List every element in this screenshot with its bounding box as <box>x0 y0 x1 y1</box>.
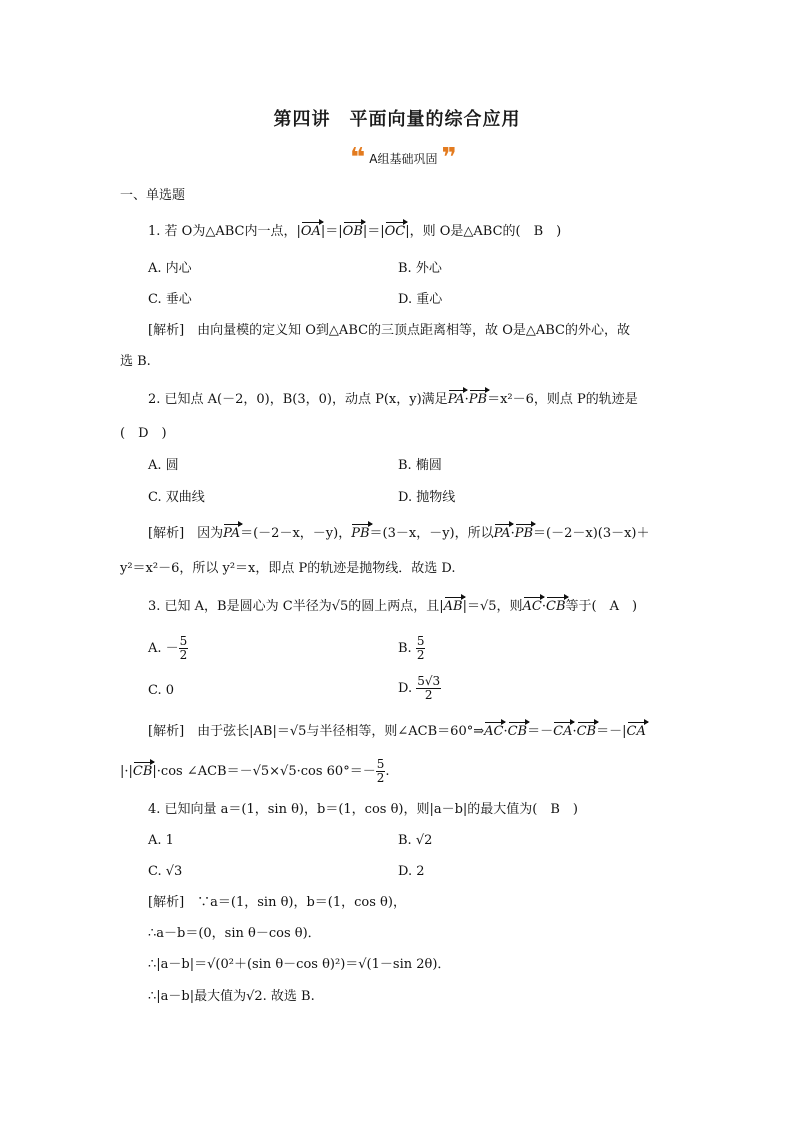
vector-ca: CA <box>553 724 573 739</box>
numerator: 5 <box>376 757 385 771</box>
fraction <box>179 635 189 662</box>
q2-solution-line-2: y²＝x²－6，所以 y²＝x，即点 P的轨迹是抛物线．故选 D. <box>120 561 456 576</box>
vector-ca: CA <box>626 724 646 739</box>
vector-pa: PA <box>223 526 241 541</box>
q3-text-b: |＝√5，则 <box>462 599 523 614</box>
vector-cb: CB <box>132 764 153 779</box>
q4-option-a: A. 1 <box>148 833 174 848</box>
dot-symbol: · <box>510 526 515 541</box>
dot-symbol: · <box>572 724 577 739</box>
q4-solution-line-3: ∴|a－b|＝√(0²＋(sin θ－cos θ)²)＝√(1－sin 2θ)． <box>148 957 451 972</box>
q1-option-c: C. 垂心 <box>148 292 192 307</box>
q2-solution-line-1 <box>148 526 650 542</box>
vector-pb: PB <box>351 526 370 541</box>
q3-solution-line-2 <box>120 758 389 785</box>
q1-solution-line-1: [解析] 由向量模的定义知 O到△ABC的三顶点距离相等，故 O是△ABC的外心，故 <box>148 323 630 338</box>
question-4-stem: 4. 已知向量 a＝(1，sin θ)，b＝(1，cos θ)，则|a－b|的最大值为( B ) <box>148 802 578 817</box>
question-3-stem <box>148 599 637 615</box>
q4-solution-line-2: ∴a－b＝(0，sin θ－cos θ)． <box>148 926 321 941</box>
q2-option-d: D. 抛物线 <box>398 490 456 505</box>
close-quote-icon: ❞ <box>441 143 457 173</box>
q1-solution-line-2: 选 B. <box>120 354 151 369</box>
badge-label: A组基础巩固 <box>369 151 438 166</box>
q2-option-c: C. 双曲线 <box>148 490 205 505</box>
q2-sol-text-a: [解析] 因为 <box>148 526 224 541</box>
q1-text-b: |＝| <box>320 224 343 239</box>
q3-option-a <box>148 635 188 662</box>
vector-ac: AC <box>522 599 542 614</box>
question-2-stem <box>148 392 638 408</box>
q3-option-a-label: A. － <box>148 641 179 656</box>
fraction <box>416 675 441 702</box>
q1-text-c: |＝| <box>362 224 385 239</box>
fraction <box>376 758 386 785</box>
numerator: 5 <box>179 634 188 648</box>
q2-answer: ( D ) <box>120 426 167 441</box>
numerator: 5 <box>416 634 425 648</box>
vector-ob: OB <box>342 224 363 239</box>
section-badge <box>350 143 457 173</box>
q3-option-c: C. 0 <box>148 683 175 698</box>
q2-text-b: ＝x²－6，则点 P的轨迹是 <box>487 392 638 407</box>
q3-sol-text-c: ＝－| <box>596 724 627 739</box>
q3-sol-text-e: |·cos ∠ACB＝－√5×√5·cos 60°＝－ <box>152 764 376 779</box>
q4-solution-line-4: ∴|a－b|最大值为√2. 故选 B. <box>148 989 315 1004</box>
q1-text-a: 1. 若 O为△ABC内一点，| <box>148 224 301 239</box>
vector-pb: PB <box>468 392 488 407</box>
q3-text-a: 3. 已知 A，B是圆心为 C半径为√5的圆上两点，且| <box>148 599 444 614</box>
section-heading: 一、单选题 <box>120 188 186 203</box>
q3-sol-text-d: |·| <box>120 764 133 779</box>
vector-pb: PB <box>514 526 534 541</box>
q3-option-d <box>398 675 441 702</box>
q3-option-b-label: B. <box>398 641 412 656</box>
vector-cb: CB <box>507 724 528 739</box>
denominator: 2 <box>179 648 188 662</box>
vector-ab: AB <box>443 599 463 614</box>
q1-text-d: |，则 O是△ABC的( B ) <box>405 224 562 239</box>
vector-oc: OC <box>384 224 406 239</box>
q3-text-c: 等于( A ) <box>565 599 638 614</box>
denominator: 2 <box>376 771 385 785</box>
numerator: 5√3 <box>417 674 441 688</box>
question-1-stem <box>148 224 561 240</box>
q2-sol-text-b: ＝(－2－x，－y)， <box>240 526 352 541</box>
q4-option-d: D. 2 <box>398 864 425 879</box>
q2-option-b: B. 椭圆 <box>398 458 442 473</box>
q4-option-c: C. √3 <box>148 864 183 879</box>
page-title: 第四讲 平面向量的综合应用 <box>273 109 521 130</box>
q2-option-a: A. 圆 <box>148 458 179 473</box>
q2-sol-text-c: ＝(3－x，－y)，所以 <box>369 526 494 541</box>
q3-sol-text-a: [解析] 由于弦长|AB|＝√5与半径相等，则∠ACB＝60°⇒ <box>148 724 485 739</box>
q3-option-b <box>398 635 425 662</box>
vector-ac: AC <box>484 724 504 739</box>
q4-solution-line-1: [解析] ∵a＝(1，sin θ)，b＝(1，cos θ)， <box>148 895 406 910</box>
q2-text-a: 2. 已知点 A(－2，0)，B(3，0)，动点 P(x，y)满足 <box>148 392 448 407</box>
vector-cb: CB <box>576 724 597 739</box>
fraction <box>416 635 426 662</box>
vector-cb: CB <box>546 599 566 614</box>
open-quote-icon: ❝ <box>350 143 366 173</box>
q3-solution-line-1 <box>148 724 646 740</box>
dot-symbol: · <box>464 392 469 407</box>
vector-pa: PA <box>447 392 465 407</box>
denominator: 2 <box>416 648 425 662</box>
dot-symbol: · <box>541 599 546 614</box>
q1-option-a: A. 内心 <box>148 261 192 276</box>
q3-sol-text-f: . <box>385 764 390 779</box>
dot-symbol: · <box>503 724 508 739</box>
q3-sol-text-b: ＝－ <box>527 724 554 739</box>
q1-option-d: D. 重心 <box>398 292 443 307</box>
q4-option-b: B. √2 <box>398 833 433 848</box>
q1-option-b: B. 外心 <box>398 261 442 276</box>
vector-oa: OA <box>300 224 321 239</box>
q3-option-d-label: D. <box>398 681 413 696</box>
q2-sol-text-d: ＝(－2－x)(3－x)＋ <box>533 526 650 541</box>
denominator: 2 <box>424 688 433 702</box>
vector-pa: PA <box>493 526 511 541</box>
